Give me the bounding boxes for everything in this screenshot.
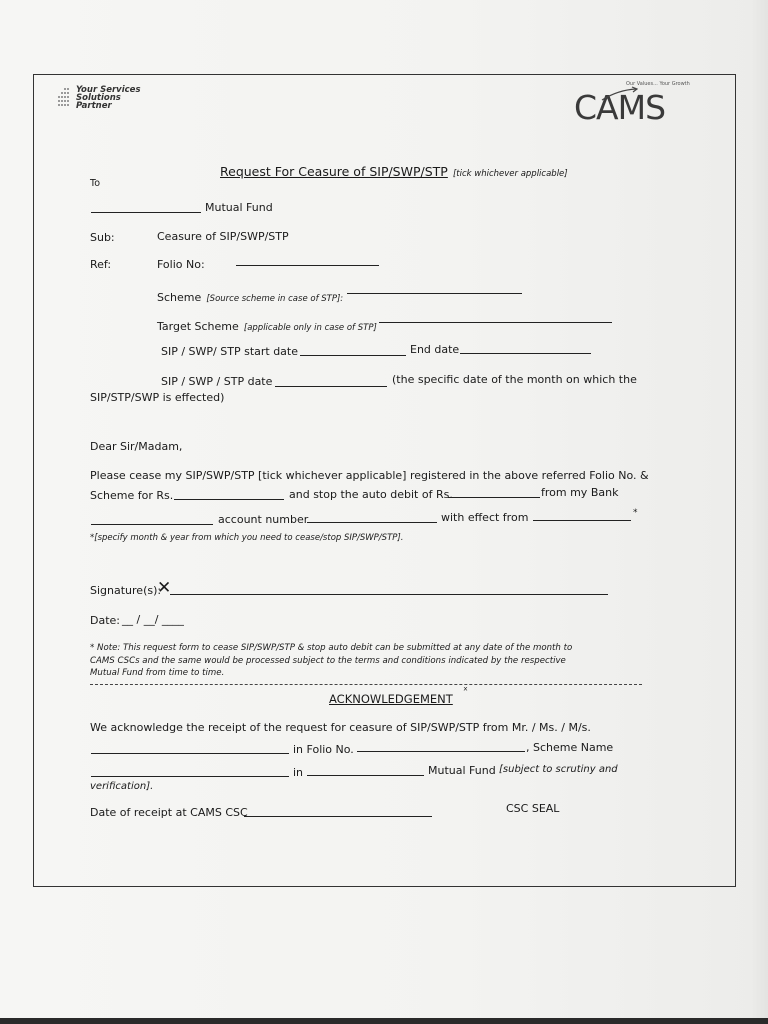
tagline-text [76, 86, 141, 110]
sip-date-note-cont: SIP/STP/SWP is effected) [90, 391, 225, 404]
form-title [220, 161, 568, 180]
tagline-line: Solutions [76, 93, 121, 103]
scan-edge [751, 0, 768, 1024]
folio-field[interactable] [236, 265, 379, 266]
stray-mark: ˣ [463, 684, 468, 697]
date-receipt-field[interactable] [244, 816, 432, 817]
ack-fund-field[interactable] [307, 775, 424, 776]
sip-date-field[interactable] [275, 386, 387, 387]
title-note: [tick whichever applicable] [452, 169, 568, 179]
ack-line1: We acknowledge the receipt of the request for ceasure of SIP/SWP/STP from Mr. / Ms. / M/s. [90, 721, 591, 734]
ack-folio-field[interactable] [357, 751, 525, 752]
start-date-field[interactable] [300, 355, 406, 356]
ack-mutual-fund: Mutual Fund [428, 764, 496, 777]
mutual-fund-label: Mutual Fund [205, 201, 273, 214]
amount-field[interactable] [174, 499, 284, 500]
arrow-swoosh-icon [600, 86, 640, 102]
ack-in-label: in [293, 766, 304, 779]
scheme-label: Scheme [157, 291, 202, 304]
scheme-for-label: Scheme for Rs. [90, 489, 174, 502]
ack-folio-label: in Folio No. [293, 743, 354, 756]
tagline-line: Partner [76, 101, 112, 111]
asterisk: * [633, 508, 638, 518]
start-date-label: SIP / SWP/ STP start date [161, 345, 299, 358]
signature-field[interactable] [170, 594, 608, 595]
date-field[interactable]: __ / __/ ____ [122, 613, 184, 626]
account-number-label: account number [218, 513, 309, 526]
note-line: Mutual Fund from time to time. [90, 668, 225, 678]
from-bank-label: from my Bank [541, 486, 619, 499]
end-date-label: End date [410, 343, 460, 356]
csc-seal-label: CSC SEAL [506, 802, 560, 815]
ref-label: Ref: [90, 258, 112, 271]
note-line: * Note: This request form to cease SIP/SWP/STP & stop auto debit can be submitted at any date of the month to [90, 643, 573, 653]
sub-label: Sub: [90, 231, 115, 244]
scheme-field[interactable] [347, 293, 522, 294]
brand-tagline: Our Values... Your Growth [626, 81, 690, 87]
signature-label: Signature(s): [90, 584, 162, 597]
cams-logo [574, 81, 694, 127]
footnote: *[specify month & year from which you need to cease/stop SIP/SWP/STP]. [90, 533, 404, 543]
scheme-row [157, 286, 343, 305]
sub-value: Ceasure of SIP/SWP/STP [157, 230, 289, 243]
auto-debit-label: and stop the auto debit of Rs. [289, 488, 453, 501]
note-block [90, 642, 572, 680]
account-number-field[interactable] [307, 522, 437, 523]
scan-bottom-edge [0, 1018, 768, 1024]
effect-from-label: with effect from [441, 511, 529, 524]
title-main: Request For Ceasure of SIP/SWP/STP [220, 164, 448, 179]
signature-mark: ✕ [157, 578, 172, 598]
brand-name: CAMS [574, 88, 666, 127]
debit-amount-field[interactable] [448, 497, 540, 498]
tagline-line: Your Services [76, 85, 141, 95]
fund-name-field[interactable] [91, 212, 201, 213]
effect-from-field[interactable] [533, 520, 631, 521]
target-scheme-note: [applicable only in case of STP] [243, 323, 377, 333]
ack-scheme-label: , Scheme Name [526, 741, 614, 754]
date-receipt-label: Date of receipt at CAMS CSC [90, 806, 248, 819]
ack-subject: [subject to scrutiny and [499, 764, 618, 775]
note-line: CAMS CSCs and the same would be processed subject to the terms and conditions indicated by the respective [90, 655, 566, 666]
sip-date-label: SIP / SWP / STP date [161, 375, 273, 388]
bars-logo-icon [56, 86, 74, 114]
target-scheme-label: Target Scheme [157, 320, 239, 333]
salutation: Dear Sir/Madam, [90, 440, 183, 453]
sip-date-note: (the specific date of the month on which the [392, 373, 637, 386]
date-label: Date: [90, 614, 120, 627]
bank-name-field[interactable] [91, 524, 213, 525]
scheme-note: [Source scheme in case of STP]: [206, 294, 344, 304]
tagline-logo [56, 86, 146, 114]
folio-label: Folio No: [157, 258, 205, 271]
ack-name-field[interactable] [91, 753, 289, 754]
cut-line [90, 684, 642, 685]
ack-scheme-field[interactable] [91, 776, 289, 777]
end-date-field[interactable] [460, 353, 591, 354]
target-scheme-field[interactable] [379, 322, 612, 323]
letter-line1: Please cease my SIP/SWP/STP [tick whichever applicable] registered in the above referred Folio No. & [90, 469, 649, 482]
acknowledgement-heading: ACKNOWLEDGEMENT [329, 692, 453, 706]
ack-verification: verification]. [90, 781, 154, 792]
target-scheme-row [157, 315, 377, 334]
to-label: To [90, 178, 101, 189]
